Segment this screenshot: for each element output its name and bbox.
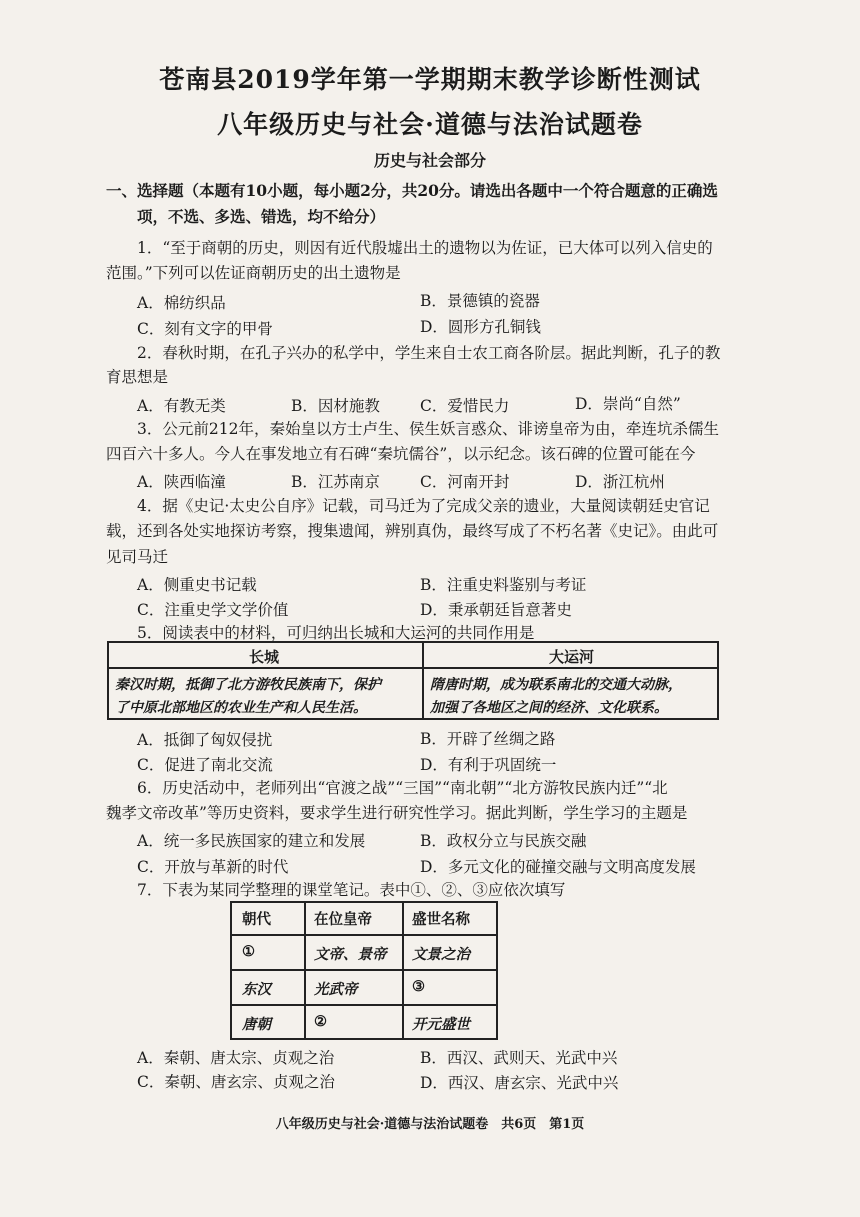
table-divider xyxy=(304,903,306,1038)
q7-option-b: B．西汉、武则天、光武中兴 xyxy=(420,1049,618,1067)
q6-option-c: C．开放与革新的时代 xyxy=(137,858,289,876)
table-header-great-wall: 长城 xyxy=(249,648,280,666)
q5-option-d: D．有利于巩固统一 xyxy=(420,756,557,774)
q2-option-d: D．崇尚“自然” xyxy=(575,395,681,413)
table-cell-blank-2: ② xyxy=(314,1013,327,1030)
table-divider xyxy=(232,1004,496,1006)
q7-option-d: D．西汉、唐玄宗、光武中兴 xyxy=(420,1074,619,1092)
instructions-line-1: 一、选择题（本题有10小题，每小题2分，共20分。请选出各题中一个符合题意的正确选 xyxy=(106,181,718,200)
q1-option-b: B．景德镇的瓷器 xyxy=(420,292,540,310)
q2-option-a: A．有教无类 xyxy=(137,397,226,415)
table-header-grand-canal: 大运河 xyxy=(549,648,595,666)
table-cell-dynasty: 唐朝 xyxy=(242,1016,271,1033)
table-header-golden-age: 盛世名称 xyxy=(412,911,470,928)
table-divider xyxy=(109,667,717,669)
q2-option-c: C．爱惜民力 xyxy=(420,397,510,415)
q6-text-line-1: 6．历史活动中，老师列出“官渡之战”“三国”“南北朝”“北方游牧民族内迁”“北 xyxy=(137,779,668,797)
table-cell-great-wall-line-1: 秦汉时期，抵御了北方游牧民族南下，保护 xyxy=(115,677,381,693)
q1-text-line-2: 范围。”下列可以佐证商朝历史的出土遗物是 xyxy=(106,264,401,282)
q4-text-line-3: 见司马迁 xyxy=(106,548,169,566)
q3-option-c: C．河南开封 xyxy=(420,473,510,491)
table-cell-emperor: 文帝、景帝 xyxy=(314,946,387,963)
page-footer: 八年级历史与社会·道德与法治试题卷 共6页 第1页 xyxy=(275,1117,585,1132)
table-cell-blank-1: ① xyxy=(242,943,255,960)
table-cell-emperor: 光武帝 xyxy=(314,981,358,998)
table-divider xyxy=(422,643,424,718)
table-divider xyxy=(402,903,404,1038)
table-cell-grand-canal-line-2: 加强了各地区之间的经济、文化联系。 xyxy=(430,700,668,716)
table-cell-golden-age: 开元盛世 xyxy=(412,1016,470,1033)
q5-option-c: C．促进了南北交流 xyxy=(137,756,273,774)
exam-subtitle: 八年级历史与社会·道德与法治试题卷 xyxy=(217,110,643,139)
q6-text-line-2: 魏孝文帝改革”等历史资料，要求学生进行研究性学习。据此判断，学生学习的主题是 xyxy=(106,804,688,822)
q4-option-d: D．秉承朝廷旨意著史 xyxy=(420,601,572,619)
dynasty-notes-table xyxy=(230,901,498,1040)
q5-option-b: B．开辟了丝绸之路 xyxy=(420,730,556,748)
table-cell-grand-canal-line-1: 隋唐时期，成为联系南北的交通大动脉， xyxy=(430,677,682,693)
q2-text-line-2: 育思想是 xyxy=(106,368,169,386)
table-divider xyxy=(232,934,496,936)
q4-option-a: A．侧重史书记载 xyxy=(137,576,257,594)
q6-option-b: B．政权分立与民族交融 xyxy=(420,832,587,850)
great-wall-canal-table xyxy=(107,641,719,720)
q7-text-line-1: 7．下表为某同学整理的课堂笔记。表中①、②、③应依次填写 xyxy=(137,881,566,899)
instructions-line-2: 项，不选、多选、错选，均不给分） xyxy=(137,207,386,226)
q4-option-c: C．注重史学文学价值 xyxy=(137,601,289,619)
table-cell-great-wall-line-2: 了中原北部地区的农业生产和人民生活。 xyxy=(115,700,367,716)
table-header-dynasty: 朝代 xyxy=(242,911,271,928)
table-cell-dynasty: 东汉 xyxy=(242,981,271,998)
q5-text-line-1: 5．阅读表中的材料，可归纳出长城和大运河的共同作用是 xyxy=(137,624,535,642)
q1-option-a: A．棉纺织品 xyxy=(137,294,226,312)
q1-text-line-1: 1．“至于商朝的历史，则因有近代殷墟出土的遗物以为佐证，已大体可以列入信史的 xyxy=(137,239,713,257)
q4-text-line-1: 4．据《史记·太史公自序》记载，司马迁为了完成父亲的遗业，大量阅读朝廷史官记 xyxy=(137,497,710,515)
q3-text-line-2: 四百六十多人。今人在事发地立有石碑“秦坑儒谷”，以示纪念。该石碑的位置可能在今 xyxy=(106,445,696,463)
q7-option-c: C．秦朝、唐玄宗、贞观之治 xyxy=(137,1073,335,1091)
table-header-emperor: 在位皇帝 xyxy=(314,911,372,928)
q3-option-d: D．浙江杭州 xyxy=(575,473,665,491)
q1-option-d: D．圆形方孔铜钱 xyxy=(420,318,541,336)
q6-option-a: A．统一多民族国家的建立和发展 xyxy=(137,832,366,850)
q1-option-c: C．刻有文字的甲骨 xyxy=(137,320,273,338)
exam-title: 苍南县2019学年第一学期期末教学诊断性测试 xyxy=(159,65,701,94)
table-cell-blank-3: ③ xyxy=(412,978,425,995)
table-cell-golden-age: 文景之治 xyxy=(412,946,470,963)
q3-option-b: B．江苏南京 xyxy=(291,473,380,491)
q6-option-d: D．多元文化的碰撞交融与文明高度发展 xyxy=(420,858,696,876)
section-heading: 历史与社会部分 xyxy=(373,151,486,170)
q5-option-a: A．抵御了匈奴侵扰 xyxy=(137,731,273,749)
q4-option-b: B．注重史料鉴别与考证 xyxy=(420,576,587,594)
q2-option-b: B．因材施教 xyxy=(291,397,380,415)
q4-text-line-2: 载，还到各处实地探访考察，搜集遗闻，辨别真伪，最终写成了不朽名著《史记》。由此可 xyxy=(106,522,719,540)
q7-option-a: A．秦朝、唐太宗、贞观之治 xyxy=(137,1049,335,1067)
q3-option-a: A．陕西临潼 xyxy=(137,473,226,491)
table-divider xyxy=(232,969,496,971)
q2-text-line-1: 2．春秋时期，在孔子兴办的私学中，学生来自士农工商各阶层。据此判断，孔子的教 xyxy=(137,344,721,362)
q3-text-line-1: 3．公元前212年，秦始皇以方士卢生、侯生妖言惑众、诽谤皇帝为由，牵连坑杀儒生 xyxy=(137,420,719,438)
